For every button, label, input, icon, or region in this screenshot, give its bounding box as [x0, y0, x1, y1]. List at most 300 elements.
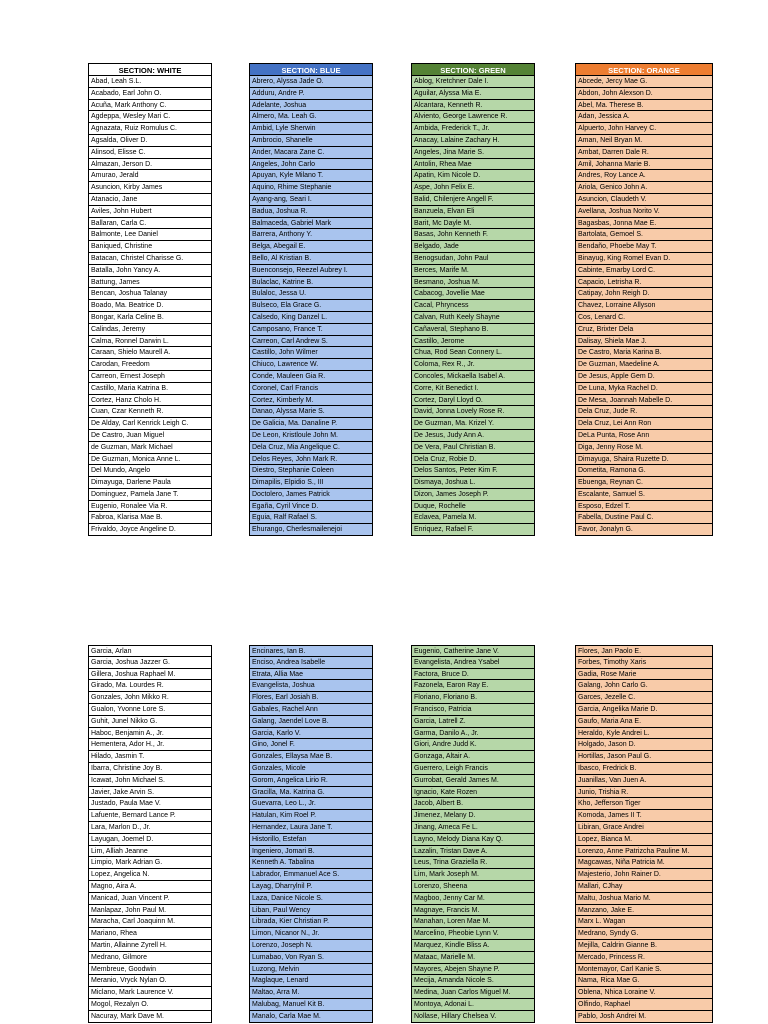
- student-name-cell: Malubag, Manuel Kit B.: [249, 999, 373, 1011]
- student-name-cell: Meranio, Vryck Nylan O.: [88, 975, 212, 987]
- student-name-cell: De Castro, Maria Karina B.: [575, 347, 713, 359]
- student-name-cell: Lorenzo, Sheena: [411, 881, 535, 893]
- student-name-cell: Alviento, George Lawrence R.: [411, 111, 535, 123]
- student-name-cell: Jimenez, Melany D.: [411, 810, 535, 822]
- student-name-cell: Garcia, Latrell Z.: [411, 716, 535, 728]
- section-green-bottom: [411, 645, 535, 1023]
- student-name-cell: Cabacog, Jovellie Mae: [411, 288, 535, 300]
- student-name-cell: Apatin, Kim Nicole D.: [411, 170, 535, 182]
- section-orange-bottom-list: [575, 645, 713, 1023]
- student-name-cell: Dela Cruz, Robie D.: [411, 454, 535, 466]
- student-name-cell: Bello, Al Kristian B.: [249, 253, 373, 265]
- student-name-cell: Magcawas, Niña Patricia M.: [575, 857, 713, 869]
- student-name-cell: Battung, James: [88, 277, 212, 289]
- student-name-cell: Gino, Jonel F.: [249, 739, 373, 751]
- student-name-cell: Badua, Joshua R.: [249, 206, 373, 218]
- student-name-cell: Cacal, Phryncess: [411, 300, 535, 312]
- student-name-cell: Magboo, Jenny Car M.: [411, 893, 535, 905]
- student-name-cell: Garma, Danilo A., Jr.: [411, 728, 535, 740]
- student-name-cell: Amil, Johanna Marie B.: [575, 159, 713, 171]
- student-name-cell: Manlapaz, John Paul M.: [88, 905, 212, 917]
- student-name-cell: Egaña, Cyril Vince D.: [249, 501, 373, 513]
- student-name-cell: Agdeppa, Wesley Mari C.: [88, 111, 212, 123]
- section-blue-bottom: [249, 645, 373, 1023]
- student-name-cell: Librada, Kier Christian P.: [249, 916, 373, 928]
- student-name-cell: Ingeniero, Jomari B.: [249, 846, 373, 858]
- student-name-cell: Girado, Ma. Lourdes R.: [88, 680, 212, 692]
- student-name-cell: Hernandez, Laura Jane T.: [249, 822, 373, 834]
- student-name-cell: Barit, Mc Dayle M.: [411, 218, 535, 230]
- student-name-cell: Garces, Jezelle C.: [575, 692, 713, 704]
- student-name-cell: Gonzales, John Mikko R.: [88, 692, 212, 704]
- student-name-cell: Carreon, Carl Andrew S.: [249, 336, 373, 348]
- student-name-cell: Banzuela, Elvan Eli: [411, 206, 535, 218]
- student-name-cell: Aspe, John Felix E.: [411, 182, 535, 194]
- student-name-cell: Gracilla, Ma. Katrina G.: [249, 787, 373, 799]
- student-name-cell: Limpio, Mark Adrian G.: [88, 857, 212, 869]
- student-name-cell: Aguilar, Alyssa Mia E.: [411, 88, 535, 100]
- student-name-cell: Lim, Alliah Jeanne: [88, 846, 212, 858]
- student-name-cell: Abrero, Alyssa Jade O.: [249, 76, 373, 88]
- student-name-cell: Chiuco, Lawrence W.: [249, 359, 373, 371]
- student-name-cell: Lim, Mark Joseph M.: [411, 869, 535, 881]
- student-name-cell: Ambat, Darren Dale R.: [575, 147, 713, 159]
- student-name-cell: Heraldo, Kyle Andrei L.: [575, 728, 713, 740]
- student-name-cell: Antolin, Rhea Mae: [411, 159, 535, 171]
- student-name-cell: Eugenio, Catherine Jane V.: [411, 645, 535, 657]
- student-name-cell: Haboc, Benjamin A., Jr.: [88, 728, 212, 740]
- student-name-cell: Guhit, Junel Nikko G.: [88, 716, 212, 728]
- student-name-cell: Maracha, Carl Joaquinn M.: [88, 916, 212, 928]
- student-name-cell: Frivaldo, Joyce Angeline D.: [88, 524, 212, 536]
- student-name-cell: Alpuerto, John Harvey C.: [575, 123, 713, 135]
- student-name-cell: Nama, Rica Mae G.: [575, 975, 713, 987]
- student-name-cell: Concoles, Mickaella Isabel A.: [411, 371, 535, 383]
- student-name-cell: Montoya, Adonai L.: [411, 999, 535, 1011]
- student-name-cell: Galang, John Carlo G.: [575, 680, 713, 692]
- student-name-cell: Dimapilis, Elpidio S., III: [249, 477, 373, 489]
- student-name-cell: Mercado, Princess R.: [575, 952, 713, 964]
- student-name-cell: Galang, Jaendel Love B.: [249, 716, 373, 728]
- student-name-cell: Binayug, King Romel Evan D.: [575, 253, 713, 265]
- student-name-cell: Belga, Abegail E.: [249, 241, 373, 253]
- student-name-cell: Abdon, John Alexson D.: [575, 88, 713, 100]
- student-name-cell: Forbes, Timothy Xaris: [575, 657, 713, 669]
- student-name-cell: Batalla, John Yancy A.: [88, 265, 212, 277]
- student-name-cell: Carodan, Freedom: [88, 359, 212, 371]
- student-name-cell: Francisco, Patricia: [411, 704, 535, 716]
- student-name-cell: Ebuenga, Reynan C.: [575, 477, 713, 489]
- student-name-cell: De Galicia, Ma. Danaline P.: [249, 418, 373, 430]
- student-name-cell: Ander, Macara Zane C.: [249, 147, 373, 159]
- student-name-cell: Eclavea, Pamela M.: [411, 512, 535, 524]
- student-name-cell: Abel, Ma. Therese B.: [575, 100, 713, 112]
- student-name-cell: Majesterio, John Rainer D.: [575, 869, 713, 881]
- student-name-cell: Favor, Jonalyn G.: [575, 524, 713, 536]
- section-green-header: SECTION: GREEN: [411, 63, 535, 76]
- student-name-cell: Eguia, Ralf Rafael S.: [249, 512, 373, 524]
- section-green-top-list: [411, 76, 535, 536]
- student-name-cell: Jacob, Albert B.: [411, 798, 535, 810]
- student-name-cell: Luzong, Melvin: [249, 964, 373, 976]
- student-name-cell: Calindas, Jeremy: [88, 324, 212, 336]
- student-name-cell: Dominguez, Pamela Jane T.: [88, 489, 212, 501]
- section-green-top: [411, 63, 535, 536]
- student-name-cell: Almero, Ma. Leah G.: [249, 111, 373, 123]
- student-name-cell: Barrera, Anthony Y.: [249, 229, 373, 241]
- student-name-cell: De Castro, Juan Miguel: [88, 430, 212, 442]
- student-name-cell: Almazan, Jerson D.: [88, 159, 212, 171]
- student-name-cell: Andres, Roy Lance A.: [575, 170, 713, 182]
- student-name-cell: Ambida, Frederick T., Jr.: [411, 123, 535, 135]
- student-name-cell: Dela Cruz, Mia Angelique C.: [249, 442, 373, 454]
- student-name-cell: Gaufo, Maria Ana E.: [575, 716, 713, 728]
- student-name-cell: Liban, Paul Wency: [249, 905, 373, 917]
- student-name-cell: Membreue, Goodwin: [88, 964, 212, 976]
- student-name-cell: Acabado, Earl John O.: [88, 88, 212, 100]
- student-name-cell: Lazalin, Tristan Dave A.: [411, 846, 535, 858]
- student-name-cell: Garcia, Joshua Jazzer G.: [88, 657, 212, 669]
- section-orange-bottom: [575, 645, 713, 1023]
- student-name-cell: Benogsudan, John Paul: [411, 253, 535, 265]
- student-name-cell: Aquino, Rhime Stephanie: [249, 182, 373, 194]
- section-white-top-list: [88, 76, 212, 536]
- student-name-cell: Duque, Rochelle: [411, 501, 535, 513]
- student-name-cell: De Guzman, Monica Anne L.: [88, 454, 212, 466]
- student-name-cell: Batacan, Christel Charisse G.: [88, 253, 212, 265]
- student-name-cell: Garcia, Karlo V.: [249, 728, 373, 740]
- student-name-cell: Magno, Aira A.: [88, 881, 212, 893]
- section-green-bottom-list: [411, 645, 535, 1023]
- student-name-cell: Corre, Kit Benedict I.: [411, 383, 535, 395]
- student-name-cell: Layugan, Joemel D.: [88, 834, 212, 846]
- student-name-cell: Evangelista, Joshua: [249, 680, 373, 692]
- student-name-cell: Dela Cruz, Lei Ann Ron: [575, 418, 713, 430]
- student-name-cell: Bulseco, Ela Grace G.: [249, 300, 373, 312]
- student-name-cell: Medrano, Gilmore: [88, 952, 212, 964]
- student-name-cell: Berces, Marife M.: [411, 265, 535, 277]
- student-name-cell: Marcelino, Pheobie Lynn V.: [411, 928, 535, 940]
- student-name-cell: Adelante, Joshua: [249, 100, 373, 112]
- student-name-cell: De Jesus, Judy Ann A.: [411, 430, 535, 442]
- section-blue-top-list: [249, 76, 373, 536]
- student-name-cell: De Jesus, Apple Gem D.: [575, 371, 713, 383]
- student-name-cell: Castillo, Jerome: [411, 336, 535, 348]
- student-name-cell: Gurrobat, Gerald James M.: [411, 775, 535, 787]
- student-name-cell: Cortez, Kimberly M.: [249, 395, 373, 407]
- student-name-cell: Maglaque, Lenard: [249, 975, 373, 987]
- student-name-cell: Nacuray, Mark Dave M.: [88, 1011, 212, 1023]
- student-name-cell: Lopez, Angelica N.: [88, 869, 212, 881]
- student-name-cell: Anacay, Lalaine Zachary H.: [411, 135, 535, 147]
- student-name-cell: Gorom, Angelica Lirio R.: [249, 775, 373, 787]
- student-name-cell: Balmonte, Lee Daniel: [88, 229, 212, 241]
- student-name-cell: Garcia, Angelika Marie D.: [575, 704, 713, 716]
- student-name-cell: Cabinte, Emarby Lord C.: [575, 265, 713, 277]
- student-name-cell: Cortez, Hanz Cholo H.: [88, 395, 212, 407]
- student-name-cell: Castillo, John Wilmer: [249, 347, 373, 359]
- student-name-cell: Caraan, Shielo Maurell A.: [88, 347, 212, 359]
- student-name-cell: Manzano, Jake E.: [575, 905, 713, 917]
- student-name-cell: Limon, Nicanor N., Jr.: [249, 928, 373, 940]
- student-name-cell: Fabella, Dustine Paul C.: [575, 512, 713, 524]
- student-name-cell: De Luna, Myka Rachel D.: [575, 383, 713, 395]
- student-name-cell: Mejilla, Caldrin Gianne B.: [575, 940, 713, 952]
- student-name-cell: Cos, Lenard C.: [575, 312, 713, 324]
- student-name-cell: Giori, Andre Judd K.: [411, 739, 535, 751]
- student-name-cell: Abad, Leah S.L.: [88, 76, 212, 88]
- student-name-cell: de Guzman, Mark Michael: [88, 442, 212, 454]
- student-name-cell: Floriano, Floriano B.: [411, 692, 535, 704]
- student-name-cell: Bongar, Karla Celine B.: [88, 312, 212, 324]
- student-name-cell: Mariano, Rhea: [88, 928, 212, 940]
- student-name-cell: Dimayuga, Shaira Ruzette D.: [575, 454, 713, 466]
- student-name-cell: Flores, Jan Paolo E.: [575, 645, 713, 657]
- student-name-cell: Eugenio, Ronalee Via R.: [88, 501, 212, 513]
- section-white-header: SECTION: WHITE: [88, 63, 212, 76]
- section-white-bottom-list: [88, 645, 212, 1023]
- student-name-cell: Del Mundo, Angelo: [88, 465, 212, 477]
- student-name-cell: Asuncion, Kirby James: [88, 182, 212, 194]
- student-name-cell: Libiran, Grace Andrei: [575, 822, 713, 834]
- student-name-cell: Mayores, Abejen Shayne P.: [411, 964, 535, 976]
- student-name-cell: De Guzman, Maedeline A.: [575, 359, 713, 371]
- student-name-cell: Evangelista, Andrea Ysabel: [411, 657, 535, 669]
- student-name-cell: Delos Reyes, John Mark R.: [249, 454, 373, 466]
- student-name-cell: Mataac, Marielle M.: [411, 952, 535, 964]
- student-name-cell: Layag, Dharrylnil P.: [249, 881, 373, 893]
- section-white-top: [88, 63, 212, 536]
- section-blue-header: SECTION: BLUE: [249, 63, 373, 76]
- student-name-cell: De Leon, Kristloule John M.: [249, 430, 373, 442]
- student-name-cell: Angeles, Jina Marie S.: [411, 147, 535, 159]
- student-name-cell: Balid, Chilenjere Angell F.: [411, 194, 535, 206]
- student-name-cell: Ibasco, Fredrick B.: [575, 763, 713, 775]
- student-name-cell: Calvan, Ruth Keely Shayne: [411, 312, 535, 324]
- student-name-cell: DeLa Punta, Rose Ann: [575, 430, 713, 442]
- student-name-cell: Catipay, John Reigh D.: [575, 288, 713, 300]
- student-name-cell: Medrano, Syndy G.: [575, 928, 713, 940]
- student-name-cell: De Vera, Paul Christian B.: [411, 442, 535, 454]
- student-name-cell: Capacio, Letrisha R.: [575, 277, 713, 289]
- student-name-cell: Ibarra, Christine Joy B.: [88, 763, 212, 775]
- student-name-cell: Javier, Jake Arvin S.: [88, 787, 212, 799]
- student-name-cell: Asuncion, Claudeth V.: [575, 194, 713, 206]
- student-name-cell: Hementera, Ador H., Jr.: [88, 739, 212, 751]
- student-name-cell: Mallari, CJhay: [575, 881, 713, 893]
- student-name-cell: Mogol, Rezalyn O.: [88, 999, 212, 1011]
- student-name-cell: Garcia, Arlan: [88, 645, 212, 657]
- student-name-cell: Gonzaga, Altair A.: [411, 751, 535, 763]
- student-name-cell: Kho, Jefferson Tiger: [575, 798, 713, 810]
- student-name-cell: Carreon, Ernest Joseph: [88, 371, 212, 383]
- student-name-cell: Boado, Ma. Beatrice D.: [88, 300, 212, 312]
- student-name-cell: Fabroa, Klarisa Mae B.: [88, 512, 212, 524]
- student-name-cell: Magnaye, Francis M.: [411, 905, 535, 917]
- student-name-cell: Guerrero, Leigh Francis: [411, 763, 535, 775]
- student-name-cell: David, Jonna Lovely Rose R.: [411, 406, 535, 418]
- student-name-cell: Angeles, John Carlo: [249, 159, 373, 171]
- student-name-cell: Factora, Bruce D.: [411, 669, 535, 681]
- student-name-cell: Mecija, Amanda Nicole S.: [411, 975, 535, 987]
- student-name-cell: Gonzales, Ellaysa Mae B.: [249, 751, 373, 763]
- student-name-cell: Enciso, Andrea Isabelle: [249, 657, 373, 669]
- student-name-cell: Hilado, Jasmin T.: [88, 751, 212, 763]
- student-name-cell: Bagasbas, Jonna Mae E.: [575, 218, 713, 230]
- student-name-cell: Gadia, Rose Marie: [575, 669, 713, 681]
- student-name-cell: Chua, Rod Sean Connery L.: [411, 347, 535, 359]
- student-name-cell: Flores, Earl Josiah B.: [249, 692, 373, 704]
- student-name-cell: Dometita, Ramona G.: [575, 465, 713, 477]
- student-name-cell: Jinang, Ameca Fe L.: [411, 822, 535, 834]
- student-name-cell: Lara, Marlon D., Jr.: [88, 822, 212, 834]
- student-name-cell: Ariola, Genico John A.: [575, 182, 713, 194]
- student-name-cell: Atanacio, Jane: [88, 194, 212, 206]
- student-name-cell: Cruz, Brixter Dela: [575, 324, 713, 336]
- student-name-cell: Bencan, Joshua Talanay: [88, 288, 212, 300]
- student-name-cell: Guevarra, Leo L., Jr.: [249, 798, 373, 810]
- student-name-cell: Baniqued, Christine: [88, 241, 212, 253]
- student-name-cell: Bulaclac, Katrine B.: [249, 277, 373, 289]
- student-name-cell: Dimayuga, Darlene Paula: [88, 477, 212, 489]
- student-name-cell: Marx L. Wagan: [575, 916, 713, 928]
- student-name-cell: Montemayor, Carl Kanie S.: [575, 964, 713, 976]
- student-name-cell: Encinares, Ian B.: [249, 645, 373, 657]
- student-name-cell: Adan, Jessica A.: [575, 111, 713, 123]
- student-name-cell: Manahan, Loren Mae M.: [411, 916, 535, 928]
- student-name-cell: Maltao, Arra M.: [249, 987, 373, 999]
- student-name-cell: Ignacio, Kate Rozen: [411, 787, 535, 799]
- student-name-cell: De Alday, Carl Kenrick Leigh C.: [88, 418, 212, 430]
- student-name-cell: Acuña, Mark Anthony C.: [88, 100, 212, 112]
- section-orange-top-list: [575, 76, 713, 536]
- student-name-cell: Cuan, Czar Kenneth R.: [88, 406, 212, 418]
- student-name-cell: Manalo, Carla Mae M.: [249, 1011, 373, 1023]
- student-name-cell: Castillo, Maria Katrina B.: [88, 383, 212, 395]
- student-name-cell: Komoda, James II T.: [575, 810, 713, 822]
- student-name-cell: Hatulan, Kim Roel P.: [249, 810, 373, 822]
- student-name-cell: Dalisay, Shiela Mae J.: [575, 336, 713, 348]
- student-name-cell: Ablog, Kretchner Dale I.: [411, 76, 535, 88]
- student-name-cell: Maltu, Joshua Mario M.: [575, 893, 713, 905]
- student-name-cell: Junio, Trishia R.: [575, 787, 713, 799]
- student-name-cell: Ehurango, Cherlesmailenejoi: [249, 524, 373, 536]
- student-name-cell: Manicad, Juan Vincent P.: [88, 893, 212, 905]
- student-name-cell: Justado, Paula Mae V.: [88, 798, 212, 810]
- student-name-cell: Lorenzo, Anne Patrizcha Pauline M.: [575, 846, 713, 858]
- student-name-cell: Apuyan, Kyle Milano T.: [249, 170, 373, 182]
- student-name-cell: Labrador, Emmanuel Ace S.: [249, 869, 373, 881]
- student-name-cell: Adduru, Andre P.: [249, 88, 373, 100]
- student-name-cell: Diga, Jenny Rose M.: [575, 442, 713, 454]
- student-name-cell: Diestro, Stephanie Coleen: [249, 465, 373, 477]
- student-name-cell: Alinsod, Elisse C.: [88, 147, 212, 159]
- student-name-cell: Buenconsejo, Reezel Aubrey I.: [249, 265, 373, 277]
- student-name-cell: Fazonela, Earon Ray E.: [411, 680, 535, 692]
- student-name-cell: Calma, Ronnel Darwin L.: [88, 336, 212, 348]
- student-name-cell: Ambrocio, Shanelle: [249, 135, 373, 147]
- student-name-cell: Dizon, James Joseph P.: [411, 489, 535, 501]
- student-name-cell: Gonzales, Micole: [249, 763, 373, 775]
- student-name-cell: Coloma, Rex R., Jr.: [411, 359, 535, 371]
- student-name-cell: Aman, Neil Bryan M.: [575, 135, 713, 147]
- student-name-cell: Juanillas, Van Juen A.: [575, 775, 713, 787]
- student-name-cell: Agsalda, Oliver D.: [88, 135, 212, 147]
- student-name-cell: Coronel, Carl Francis: [249, 383, 373, 395]
- student-name-cell: Abcede, Jercy Mae G.: [575, 76, 713, 88]
- student-name-cell: Medina, Juan Carlos Miguel M.: [411, 987, 535, 999]
- student-name-cell: Bendaño, Phoebe May T.: [575, 241, 713, 253]
- student-name-cell: Layno, Melody Diana Kay Q.: [411, 834, 535, 846]
- student-name-cell: Laza, Danice Nicole S.: [249, 893, 373, 905]
- student-name-cell: Lumabao, Von Ryan S.: [249, 952, 373, 964]
- student-name-cell: Cañaveral, Stephano B.: [411, 324, 535, 336]
- student-name-cell: Ambid, Lyle Sherwin: [249, 123, 373, 135]
- student-name-cell: Oblena, Nhica Loraine V.: [575, 987, 713, 999]
- student-name-cell: Gillera, Joshua Raphael M.: [88, 669, 212, 681]
- student-name-cell: De Guzman, Ma. Krizel Y.: [411, 418, 535, 430]
- student-name-cell: Marquez, Kindle Bliss A.: [411, 940, 535, 952]
- student-name-cell: Bulaloc, Jessa U.: [249, 288, 373, 300]
- student-name-cell: Gualon, Yvonne Lore S.: [88, 704, 212, 716]
- student-name-cell: Delos Santos, Peter Kim F.: [411, 465, 535, 477]
- student-name-cell: Leus, Trina Graziella R.: [411, 857, 535, 869]
- student-name-cell: Danao, Alyssa Marie S.: [249, 406, 373, 418]
- student-name-cell: Aviles, John Hubert: [88, 206, 212, 218]
- student-name-cell: Doctolero, James Patrick: [249, 489, 373, 501]
- student-name-cell: Ayang-ang, Seari I.: [249, 194, 373, 206]
- student-name-cell: Besmano, Joshua M.: [411, 277, 535, 289]
- student-name-cell: Calsedo, King Danzel L.: [249, 312, 373, 324]
- student-name-cell: Camposano, France T.: [249, 324, 373, 336]
- student-name-cell: Dela Cruz, Jude R.: [575, 406, 713, 418]
- student-name-cell: Avellana, Joshua Norito V.: [575, 206, 713, 218]
- student-name-cell: Nollase, Hillary Chelsea V.: [411, 1011, 535, 1023]
- student-name-cell: Lopez, Bianca M.: [575, 834, 713, 846]
- section-orange-header: SECTION: ORANGE: [575, 63, 713, 76]
- section-orange-top: [575, 63, 713, 536]
- student-name-cell: Ballaran, Carla C.: [88, 218, 212, 230]
- student-name-cell: Bartolata, Gemoel S.: [575, 229, 713, 241]
- student-name-cell: Pablo, Josh Andrei M.: [575, 1011, 713, 1023]
- section-blue-top: [249, 63, 373, 536]
- student-name-cell: Basas, John Kenneth F.: [411, 229, 535, 241]
- student-name-cell: Balmaceda, Gabriel Mark: [249, 218, 373, 230]
- student-name-cell: Lafuente, Bernard Lance P.: [88, 810, 212, 822]
- student-name-cell: Escalante, Samuel S.: [575, 489, 713, 501]
- student-name-cell: Cortez, Daryl Lloyd O.: [411, 395, 535, 407]
- student-name-cell: Icawat, John Michael S.: [88, 775, 212, 787]
- student-name-cell: Enriquez, Rafael F.: [411, 524, 535, 536]
- student-name-cell: Etrata, Allia Mae: [249, 669, 373, 681]
- student-name-cell: Miclano, Mark Laurence V.: [88, 987, 212, 999]
- student-name-cell: Esposo, Edzel T.: [575, 501, 713, 513]
- student-name-cell: Hortillas, Jason Paul G.: [575, 751, 713, 763]
- student-name-cell: Agnazata, Ruiz Romulus C.: [88, 123, 212, 135]
- student-name-cell: Martin, Allainne Zyrell H.: [88, 940, 212, 952]
- student-name-cell: Holgado, Jason D.: [575, 739, 713, 751]
- student-name-cell: Lorenzo, Joseph N.: [249, 940, 373, 952]
- student-name-cell: Chavez, Lorraine Allyson: [575, 300, 713, 312]
- student-name-cell: Alcantara, Kenneth R.: [411, 100, 535, 112]
- student-name-cell: Olfindo, Raphael: [575, 999, 713, 1011]
- student-name-cell: De Mesa, Joannah Mabelle D.: [575, 395, 713, 407]
- section-blue-bottom-list: [249, 645, 373, 1023]
- student-name-cell: Gabales, Rachel Ann: [249, 704, 373, 716]
- student-name-cell: Belgado, Jade: [411, 241, 535, 253]
- section-white-bottom: [88, 645, 212, 1023]
- student-name-cell: Kenneth A. Tabalina: [249, 857, 373, 869]
